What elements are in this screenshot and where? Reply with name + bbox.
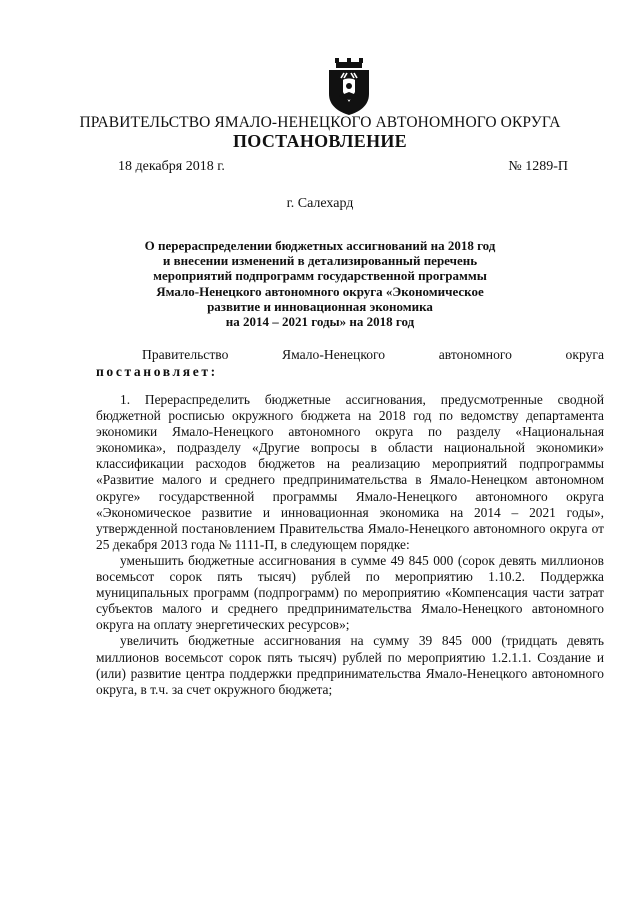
document-type: ПОСТАНОВЛЕНИЕ: [233, 131, 407, 151]
preamble-word: Ямало-Ненецкого: [282, 347, 386, 362]
title-line: на 2014 – 2021 годы» на 2018 год: [225, 314, 415, 330]
title-line: развитие и инновационная экономика: [207, 298, 433, 314]
paragraph-increase: увеличить бюджетные ассигнования на сумму 39 845 000 (тридцать девять миллионов восемьсот сорок пять тысяч) рублей по мероприятию 1.2.1.1. Создание и (или) развитие центра поддержки предпринимательства Ямало-Ненецкого автономного округа, в т.ч. за счет окружного бюджета;: [96, 633, 604, 697]
title-line: Ямало-Ненецкого автономного округа «Экономическое: [156, 283, 484, 299]
document-title: [100, 238, 540, 329]
paragraph-decrease: уменьшить бюджетные ассигнования в сумме 49 845 000 (сорок девять миллионов восемьсот сорок пять тысяч) рублей по мероприятию 1.10.2. Поддержка муниципальных программ (подпрограмм) по мероприятию «Компенсация части затрат субъектов малого и среднего предпринимательства Ямало-Ненецкого автономного округа на оплату энергетических ресурсов»;: [96, 552, 604, 633]
title-line: мероприятий подпрограмм государственной программы: [153, 268, 487, 284]
document-date: 18 декабря 2018 г.: [118, 159, 225, 174]
preamble-word: автономного: [438, 347, 512, 362]
resolution-preamble: [96, 346, 604, 380]
title-line: и внесении изменений в детализированный перечень: [162, 253, 478, 269]
document-body: [96, 392, 604, 698]
title-line: О перераспределении бюджетных ассигнований на 2018 год: [144, 238, 496, 253]
resolution-verb: постановляет:: [96, 364, 218, 379]
preamble-word: округа: [565, 347, 604, 362]
document-number: № 1289-П: [508, 159, 568, 174]
yanao-coat-of-arms-icon: [325, 58, 373, 116]
preamble-word: Правительство: [142, 347, 229, 362]
document-city: г. Салехард: [286, 196, 354, 211]
paragraph-1: 1. Перераспределить бюджетные ассигнования, предусмотренные сводной бюджетной росписью окружного бюджета на 2018 год по ведомству департамента экономики Ямало-Ненецкого автономного округа по разделу «Национальная экономика», подразделу «Другие вопросы в области национальной экономики» классификации расходов бюджетов на реализацию мероприятий подпрограммы «Развитие малого и среднего предпринимательства в Ямало-Ненецком автономном округе» государственной программы Ямало-Ненецкого автономного округа «Экономическое развитие и инновационная экономика на 2014 – 2021 годы», утвержденной постановлением Правительства Ямало-Ненецкого автономного округа от 25 декабря 2013 года № 1111-П, в следующем порядке:: [96, 392, 604, 552]
government-name: ПРАВИТЕЛЬСТВО ЯМАЛО-НЕНЕЦКОГО АВТОНОМНОГО ОКРУГА: [79, 114, 561, 131]
